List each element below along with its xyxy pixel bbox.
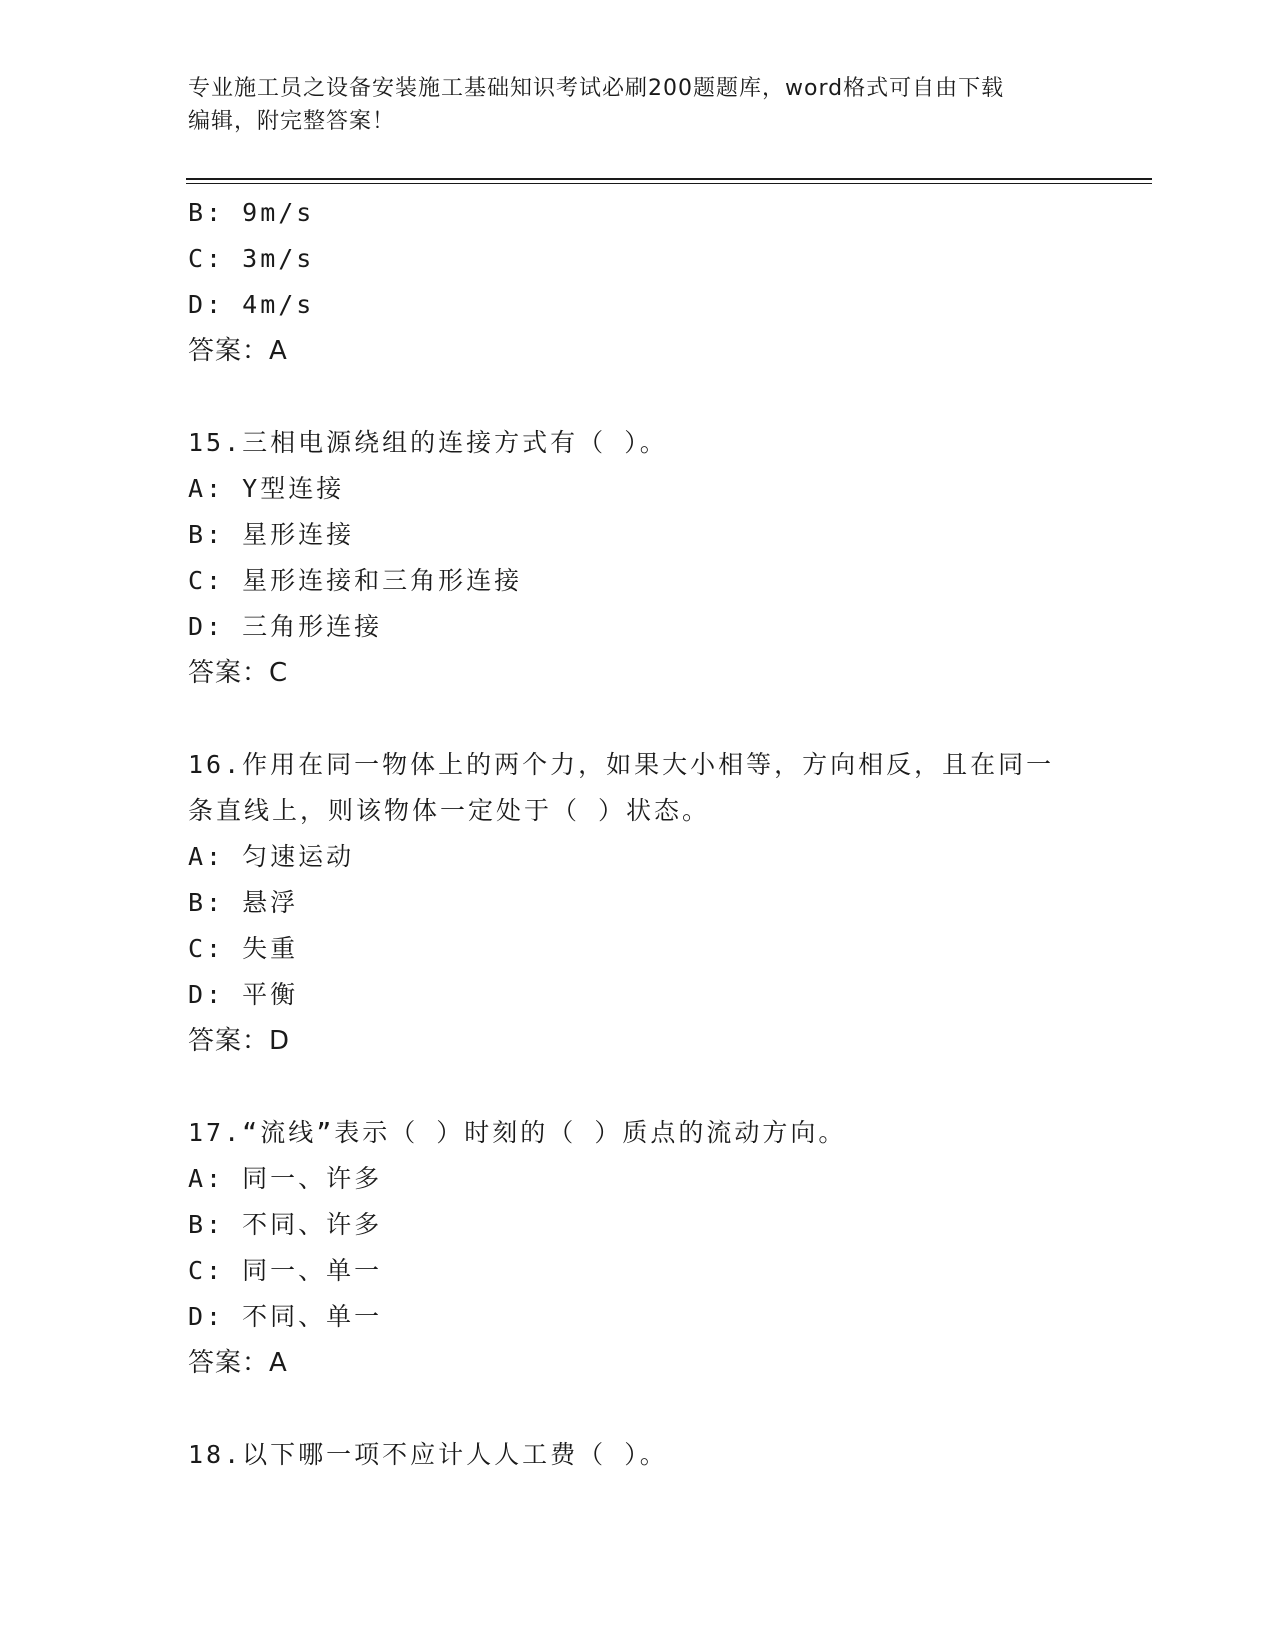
spacer	[188, 1064, 1088, 1110]
option-d: D: 不同、单一	[188, 1302, 383, 1331]
option-d: D: 4m/s	[188, 290, 315, 319]
answer: 答案：A	[188, 336, 288, 366]
question-stem-line-2: 条直线上，则该物体一定处于（ ）状态。	[188, 796, 711, 825]
question-17	[188, 1110, 1088, 1386]
answer: 答案：D	[188, 1026, 291, 1056]
option-a: A: 同一、许多	[188, 1164, 383, 1193]
question-16	[188, 742, 1088, 1064]
answer: 答案：C	[188, 658, 289, 688]
option-b: B: 星形连接	[188, 520, 355, 549]
answer: 答案：A	[188, 1348, 288, 1378]
question-stem: 15.三相电源绕组的连接方式有（ ）。	[188, 428, 668, 457]
question-15	[188, 420, 1088, 696]
option-b: B: 9m/s	[188, 198, 315, 227]
option-b: B: 悬浮	[188, 888, 299, 917]
option-c: C: 星形连接和三角形连接	[188, 566, 523, 595]
option-d: D: 三角形连接	[188, 612, 383, 641]
spacer	[188, 696, 1088, 742]
document-header	[188, 72, 1068, 138]
question-stem: 18.以下哪一项不应计人人工费（ ）。	[188, 1440, 668, 1469]
question-stem: 17.“流线”表示（ ）时刻的（ ）质点的流动方向。	[188, 1118, 847, 1147]
option-b: B: 不同、许多	[188, 1210, 383, 1239]
header-rule-thin	[186, 183, 1152, 184]
question-stem-line-1: 16.作用在同一物体上的两个力，如果大小相等，方向相反，且在同一	[188, 750, 1055, 779]
header-rule-thick	[186, 178, 1152, 180]
question-18	[188, 1432, 1088, 1478]
spacer	[188, 374, 1088, 420]
option-a: A: 匀速运动	[188, 842, 355, 871]
option-c: C: 3m/s	[188, 244, 315, 273]
option-a: A: Y型连接	[188, 474, 345, 503]
option-d: D: 平衡	[188, 980, 299, 1009]
header-line-1: 专业施工员之设备安装施工基础知识考试必刷200题题库，word格式可自由下载	[188, 76, 1005, 101]
header-line-2: 编辑，附完整答案！	[188, 109, 396, 134]
question-list	[188, 190, 1088, 1478]
option-c: C: 失重	[188, 934, 299, 963]
question-14	[188, 190, 1088, 374]
spacer	[188, 1386, 1088, 1432]
option-c: C: 同一、单一	[188, 1256, 383, 1285]
